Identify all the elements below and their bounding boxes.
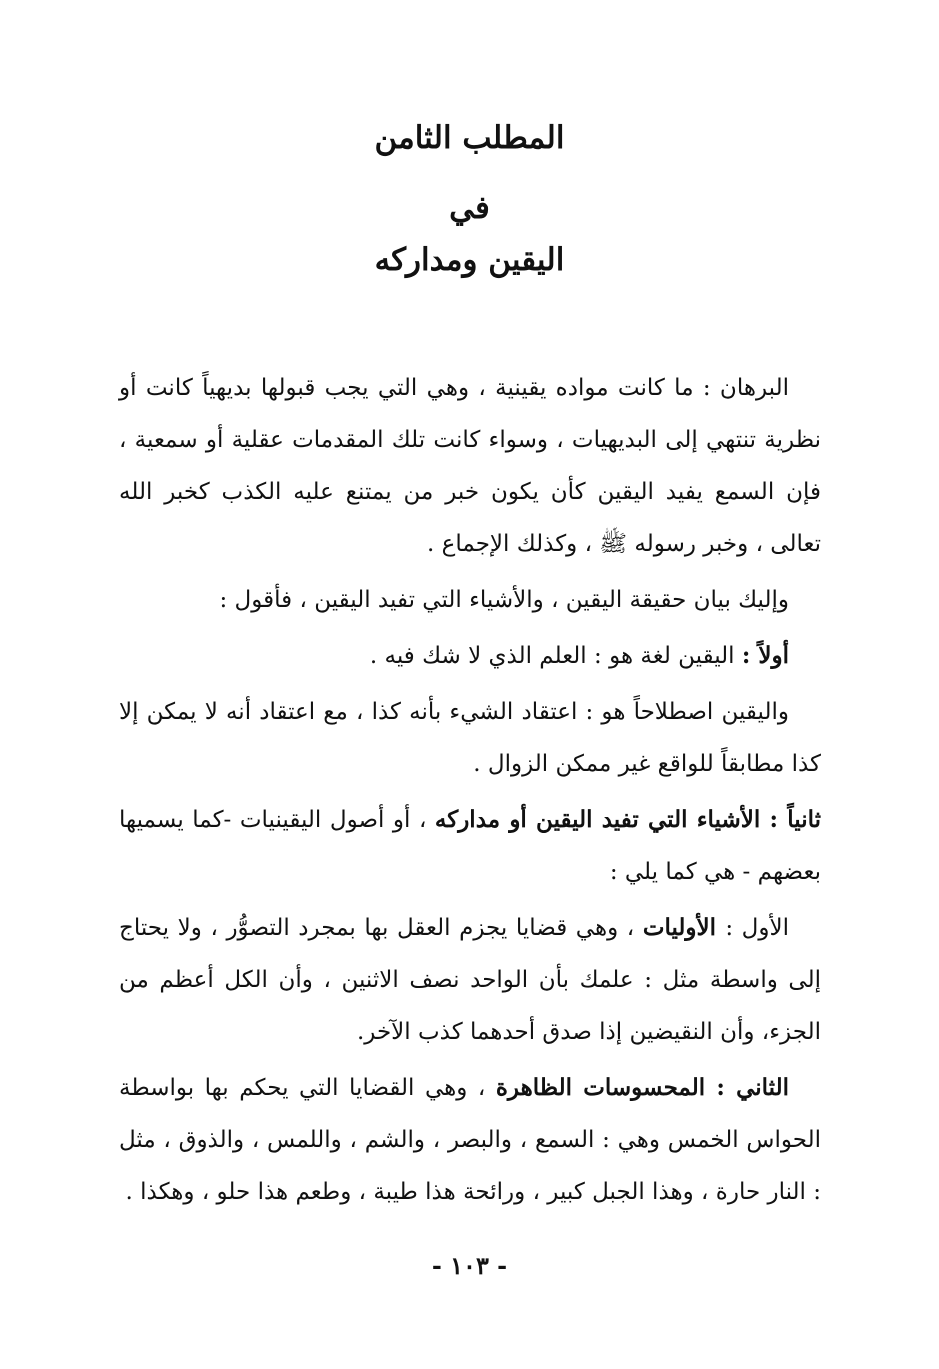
paragraph-first xyxy=(119,630,821,682)
section-subject-heading: اليقين ومداركه xyxy=(374,242,565,278)
section-heading-connector: في xyxy=(449,190,490,226)
paragraph-primaries-label: الأول : xyxy=(725,915,789,941)
paragraph-second xyxy=(119,794,821,898)
page-number: - ١٠٣ - xyxy=(431,1251,508,1280)
paragraph-first-text: اليقين لغة هو : العلم الذي لا شك فيه . xyxy=(369,643,742,669)
paragraph-sensibles-text: ، وهي القضايا التي يحكم بها بواسطة الحواس الخمس وهي : السمع ، والبصر ، والشم ، واللمس ، والذوق ، مثل : النار حارة ، وهذا الجبل كبير ، ورائحة هذا طيبة ، وطعم هذا حلو ، وهكذا . xyxy=(119,1075,821,1205)
section-heading: المطلب الثامن xyxy=(374,120,565,156)
paragraph-primaries-text: ، وهي قضايا يجزم العقل بها بمجرد التصوُّر ، ولا يحتاج إلى واسطة مثل : علمك بأن الواحد نصف الاثنين ، وأن الكل أعظم من الجزء، وأن النقيضين إذا صدق أحدهما كذب الآخر. xyxy=(119,915,821,1045)
paragraph-first-label: أولاً : xyxy=(741,642,789,669)
paragraph-sensibles xyxy=(119,1062,821,1218)
paragraph-sensibles-label: الثاني : المحسوسات الظاهرة xyxy=(495,1074,789,1101)
paragraph-second-label: ثانياً : الأشياء التي تفيد اليقين أو مداركه xyxy=(434,806,822,833)
paragraph-intro: وإليك بيان حقيقة اليقين ، والأشياء التي تفيد اليقين ، فأقول : xyxy=(219,587,789,613)
paragraph-primaries xyxy=(119,902,821,1058)
paragraph-primaries-term: الأوليات xyxy=(642,914,726,941)
paragraph-second-text: ، أو أصول اليقينيات -كما يسميها بعضهم - هي كما يلي : xyxy=(119,807,821,885)
paragraph-definition: واليقين اصطلاحاً هو : اعتقاد الشيء بأنه كذا ، مع اعتقاد أنه لا يمكن إلا كذا مطابقاً للواقع غير ممكن الزوال . xyxy=(119,699,821,777)
body-text xyxy=(119,362,821,1218)
paragraph-burhan: البرهان : ما كانت مواده يقينية ، وهي التي يجب قبولها بديهياً كانت أو نظرية تنتهي إلى البديهيات ، وسواء كانت تلك المقدمات عقلية أو سمعية ، فإن السمع يفيد اليقين كأن يكون خبر من يمتنع عليه الكذب كخبر الله تعالى ، وخبر رسوله ﷺ ، وكذلك الإجماع . xyxy=(119,375,821,557)
